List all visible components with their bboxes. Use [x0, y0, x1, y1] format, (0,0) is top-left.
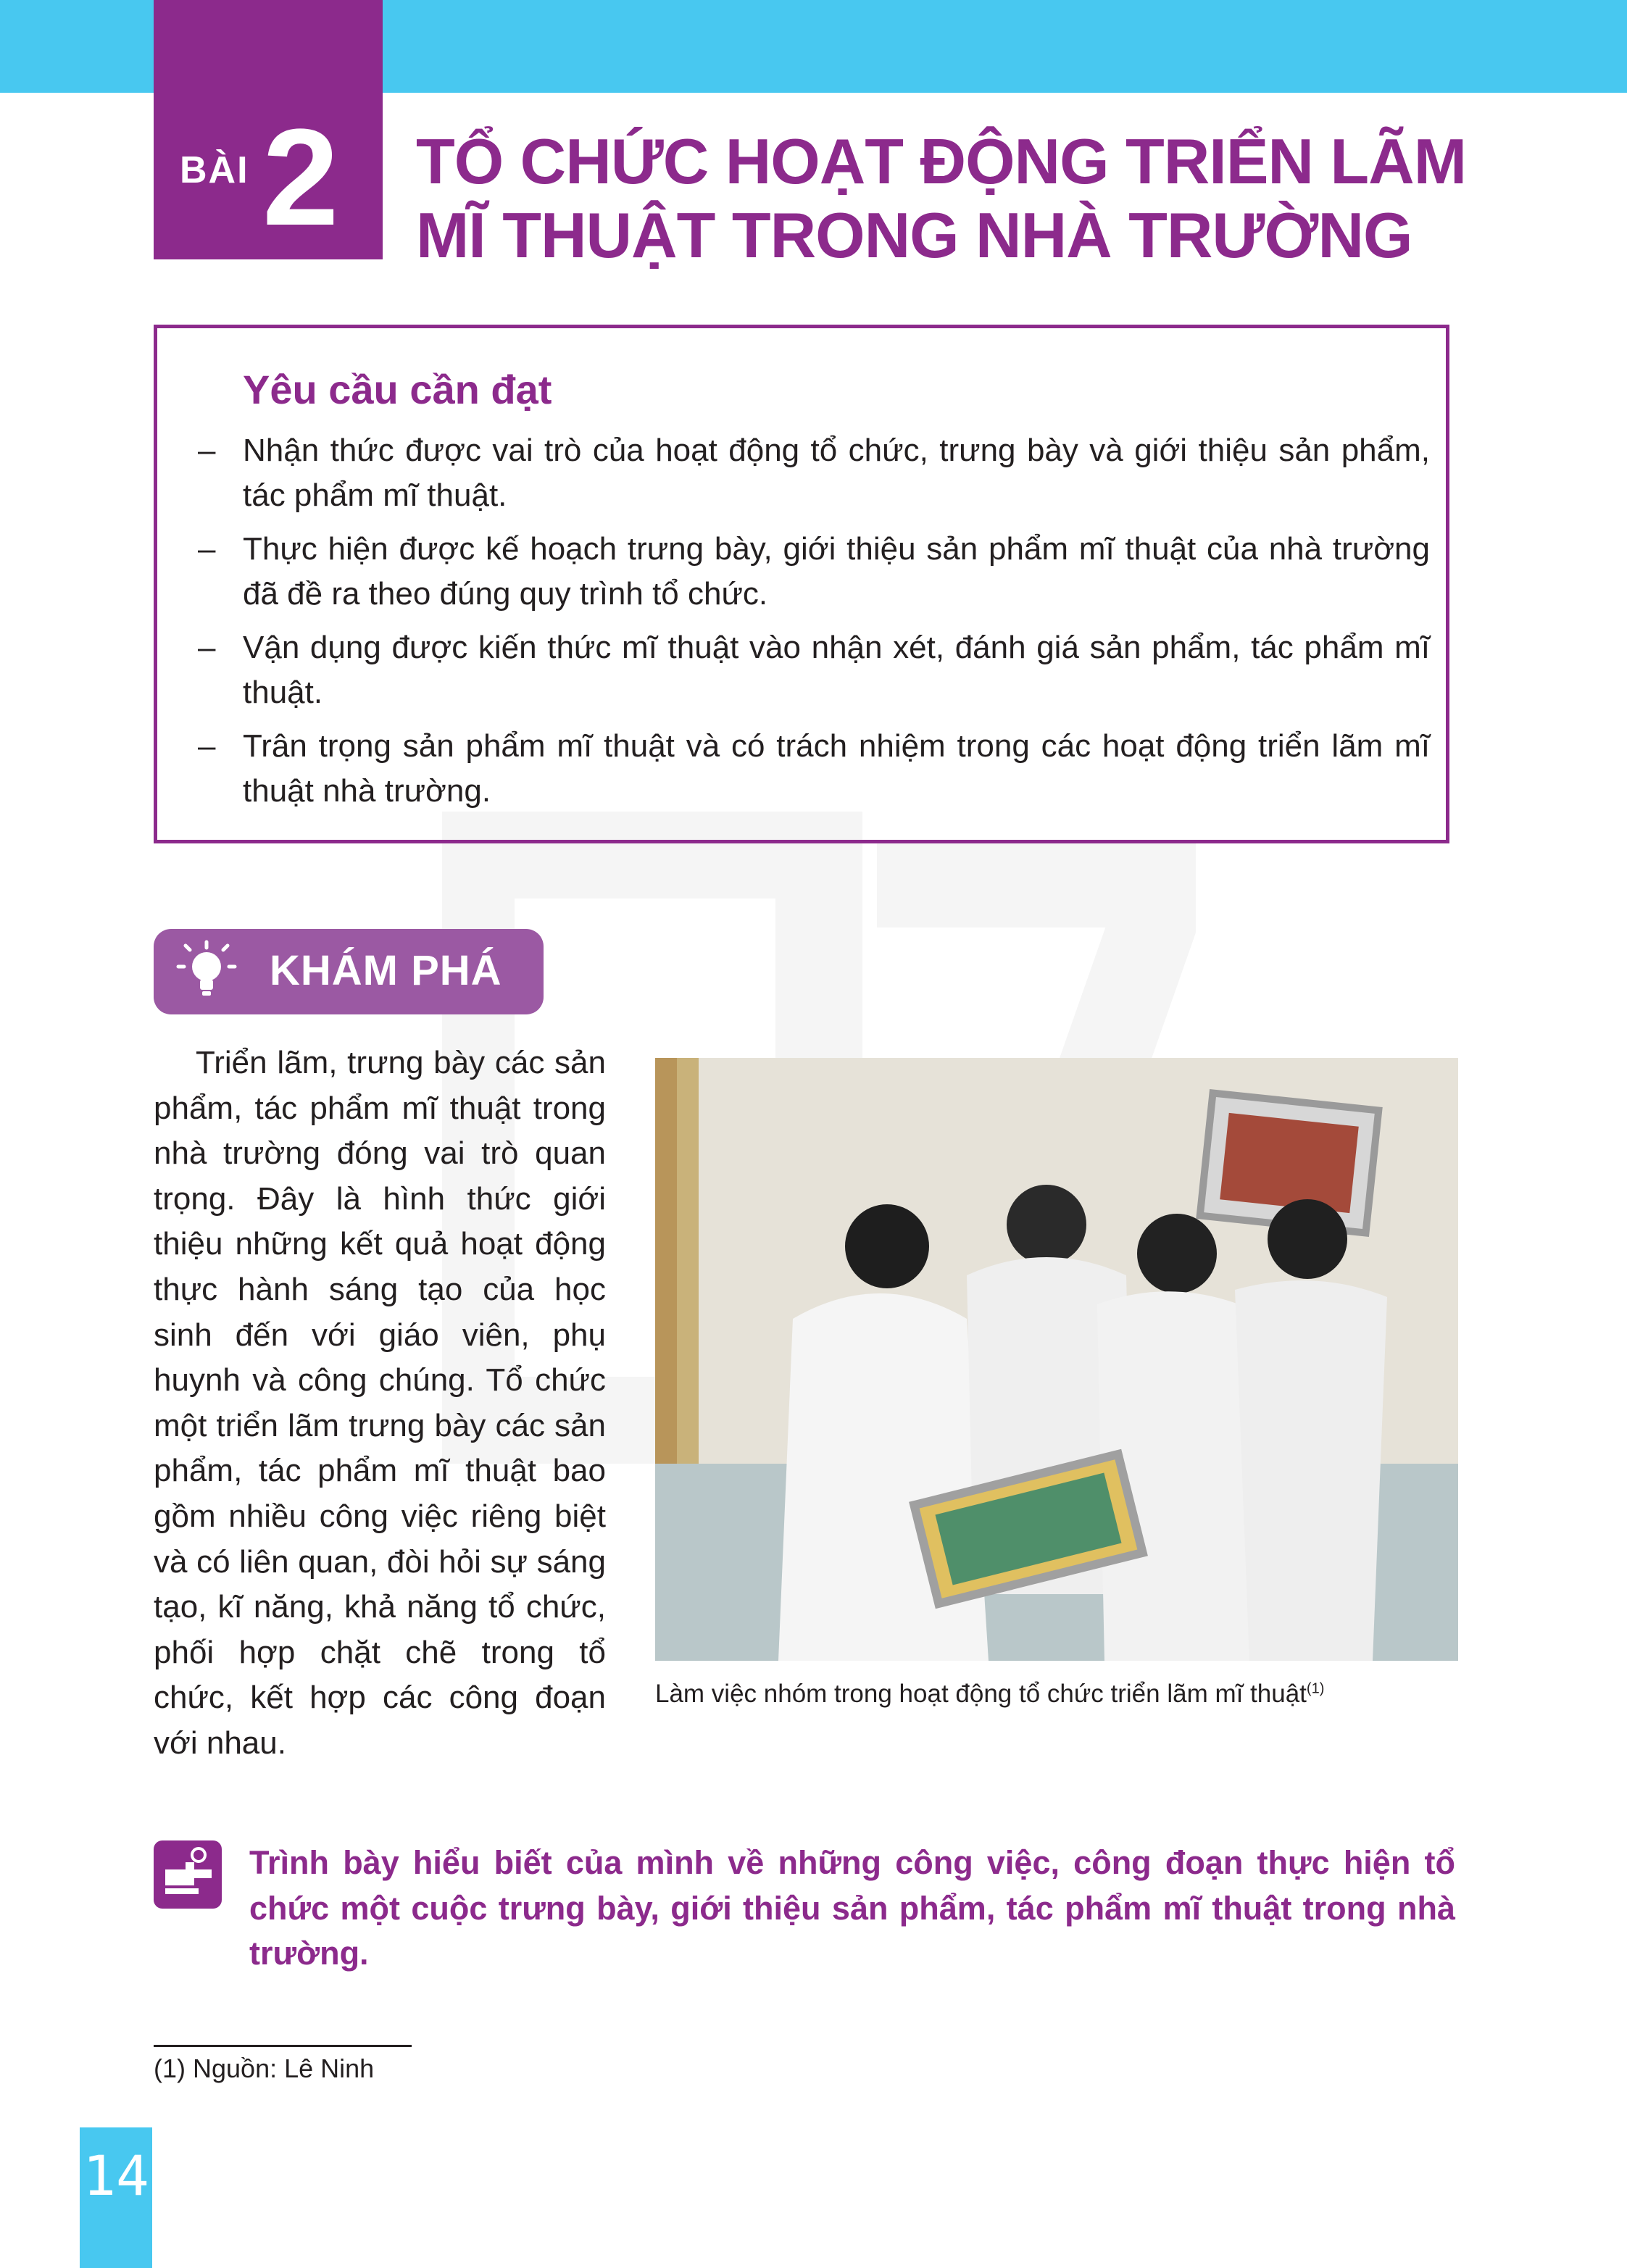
list-item: – Thực hiện được kế hoạch trưng bày, giới thiệu sản phẩm mĩ thuật của nhà trường đã đề ra theo đúng quy trình tổ chức. — [198, 531, 1430, 612]
page-number-tab — [80, 2127, 152, 2268]
lesson-number: 2 — [262, 101, 339, 254]
requirements-list — [198, 428, 1430, 822]
list-item: – Trân trọng sản phẩm mĩ thuật và có trách nhiệm trong các hoạt động triển lãm mĩ thuật nhà trường. — [198, 728, 1430, 809]
task-prompt: Trình bày hiểu biết của mình về những công việc, công đoạn thực hiện tổ chức một cuộc trưng bày, giới thiệu sản phẩm, tác phẩm mĩ thuật trong nhà trường. — [249, 1844, 1455, 1972]
requirements-box — [154, 325, 1449, 843]
list-item: – Vận dụng được kiến thức mĩ thuật vào nhận xét, đánh giá sản phẩm, tác phẩm mĩ thuật. — [198, 630, 1430, 710]
lesson-badge — [154, 0, 383, 259]
title-line-2: MĨ THUẬT TRONG NHÀ TRƯỜNG — [416, 199, 1412, 271]
footnote-ref: (1) — [1306, 1680, 1325, 1697]
footnote: (1) Nguồn: Lê Ninh — [154, 2054, 375, 2083]
explore-paragraph-block — [154, 1041, 606, 1767]
explore-section-header — [154, 929, 544, 1014]
explore-label: KHÁM PHÁ — [270, 947, 502, 994]
page-number: 14 — [83, 2143, 149, 2208]
title-line-1: TỔ CHỨC HOẠT ĐỘNG TRIỂN LÃM — [416, 125, 1467, 197]
list-item: – Nhận thức được vai trò của hoạt động tổ chức, trưng bày và giới thiệu sản phẩm, tác phẩm mĩ thuật. — [198, 433, 1430, 513]
footnote-divider — [154, 2045, 412, 2047]
figure-caption: Làm việc nhóm trong hoạt động tổ chức triển lãm mĩ thuật$^{(1)}$ — [655, 1680, 1325, 1708]
page-title — [416, 125, 1547, 272]
lightbulb-icon — [174, 939, 239, 1004]
requirements-title: Yêu cầu cần đạt — [243, 367, 552, 412]
students-hanging-artwork-photo — [655, 1058, 1458, 1661]
pointing-hand-icon — [154, 1840, 222, 1909]
explore-paragraph: Triển lãm, trưng bày các sản phẩm, tác phẩm mĩ thuật trong nhà trường đóng vai trò quan trọng. Đây là hình thức giới thiệu những kết quả hoạt động thực hành sáng tạo của học sinh đến với giáo viên, phụ huynh và công chúng. Tổ chức một triển lãm trưng bày các sản phẩm, tác phẩm mĩ thuật bao gồm nhiều công việc riêng biệt và có liên quan, đòi hỏi sự sáng tạo, kĩ năng, khả năng tổ chức, phối hợp chặt chẽ trong tổ chức, kết hợp các công đoạn với nhau. — [154, 1045, 606, 1761]
lesson-word: BÀI — [180, 149, 249, 191]
